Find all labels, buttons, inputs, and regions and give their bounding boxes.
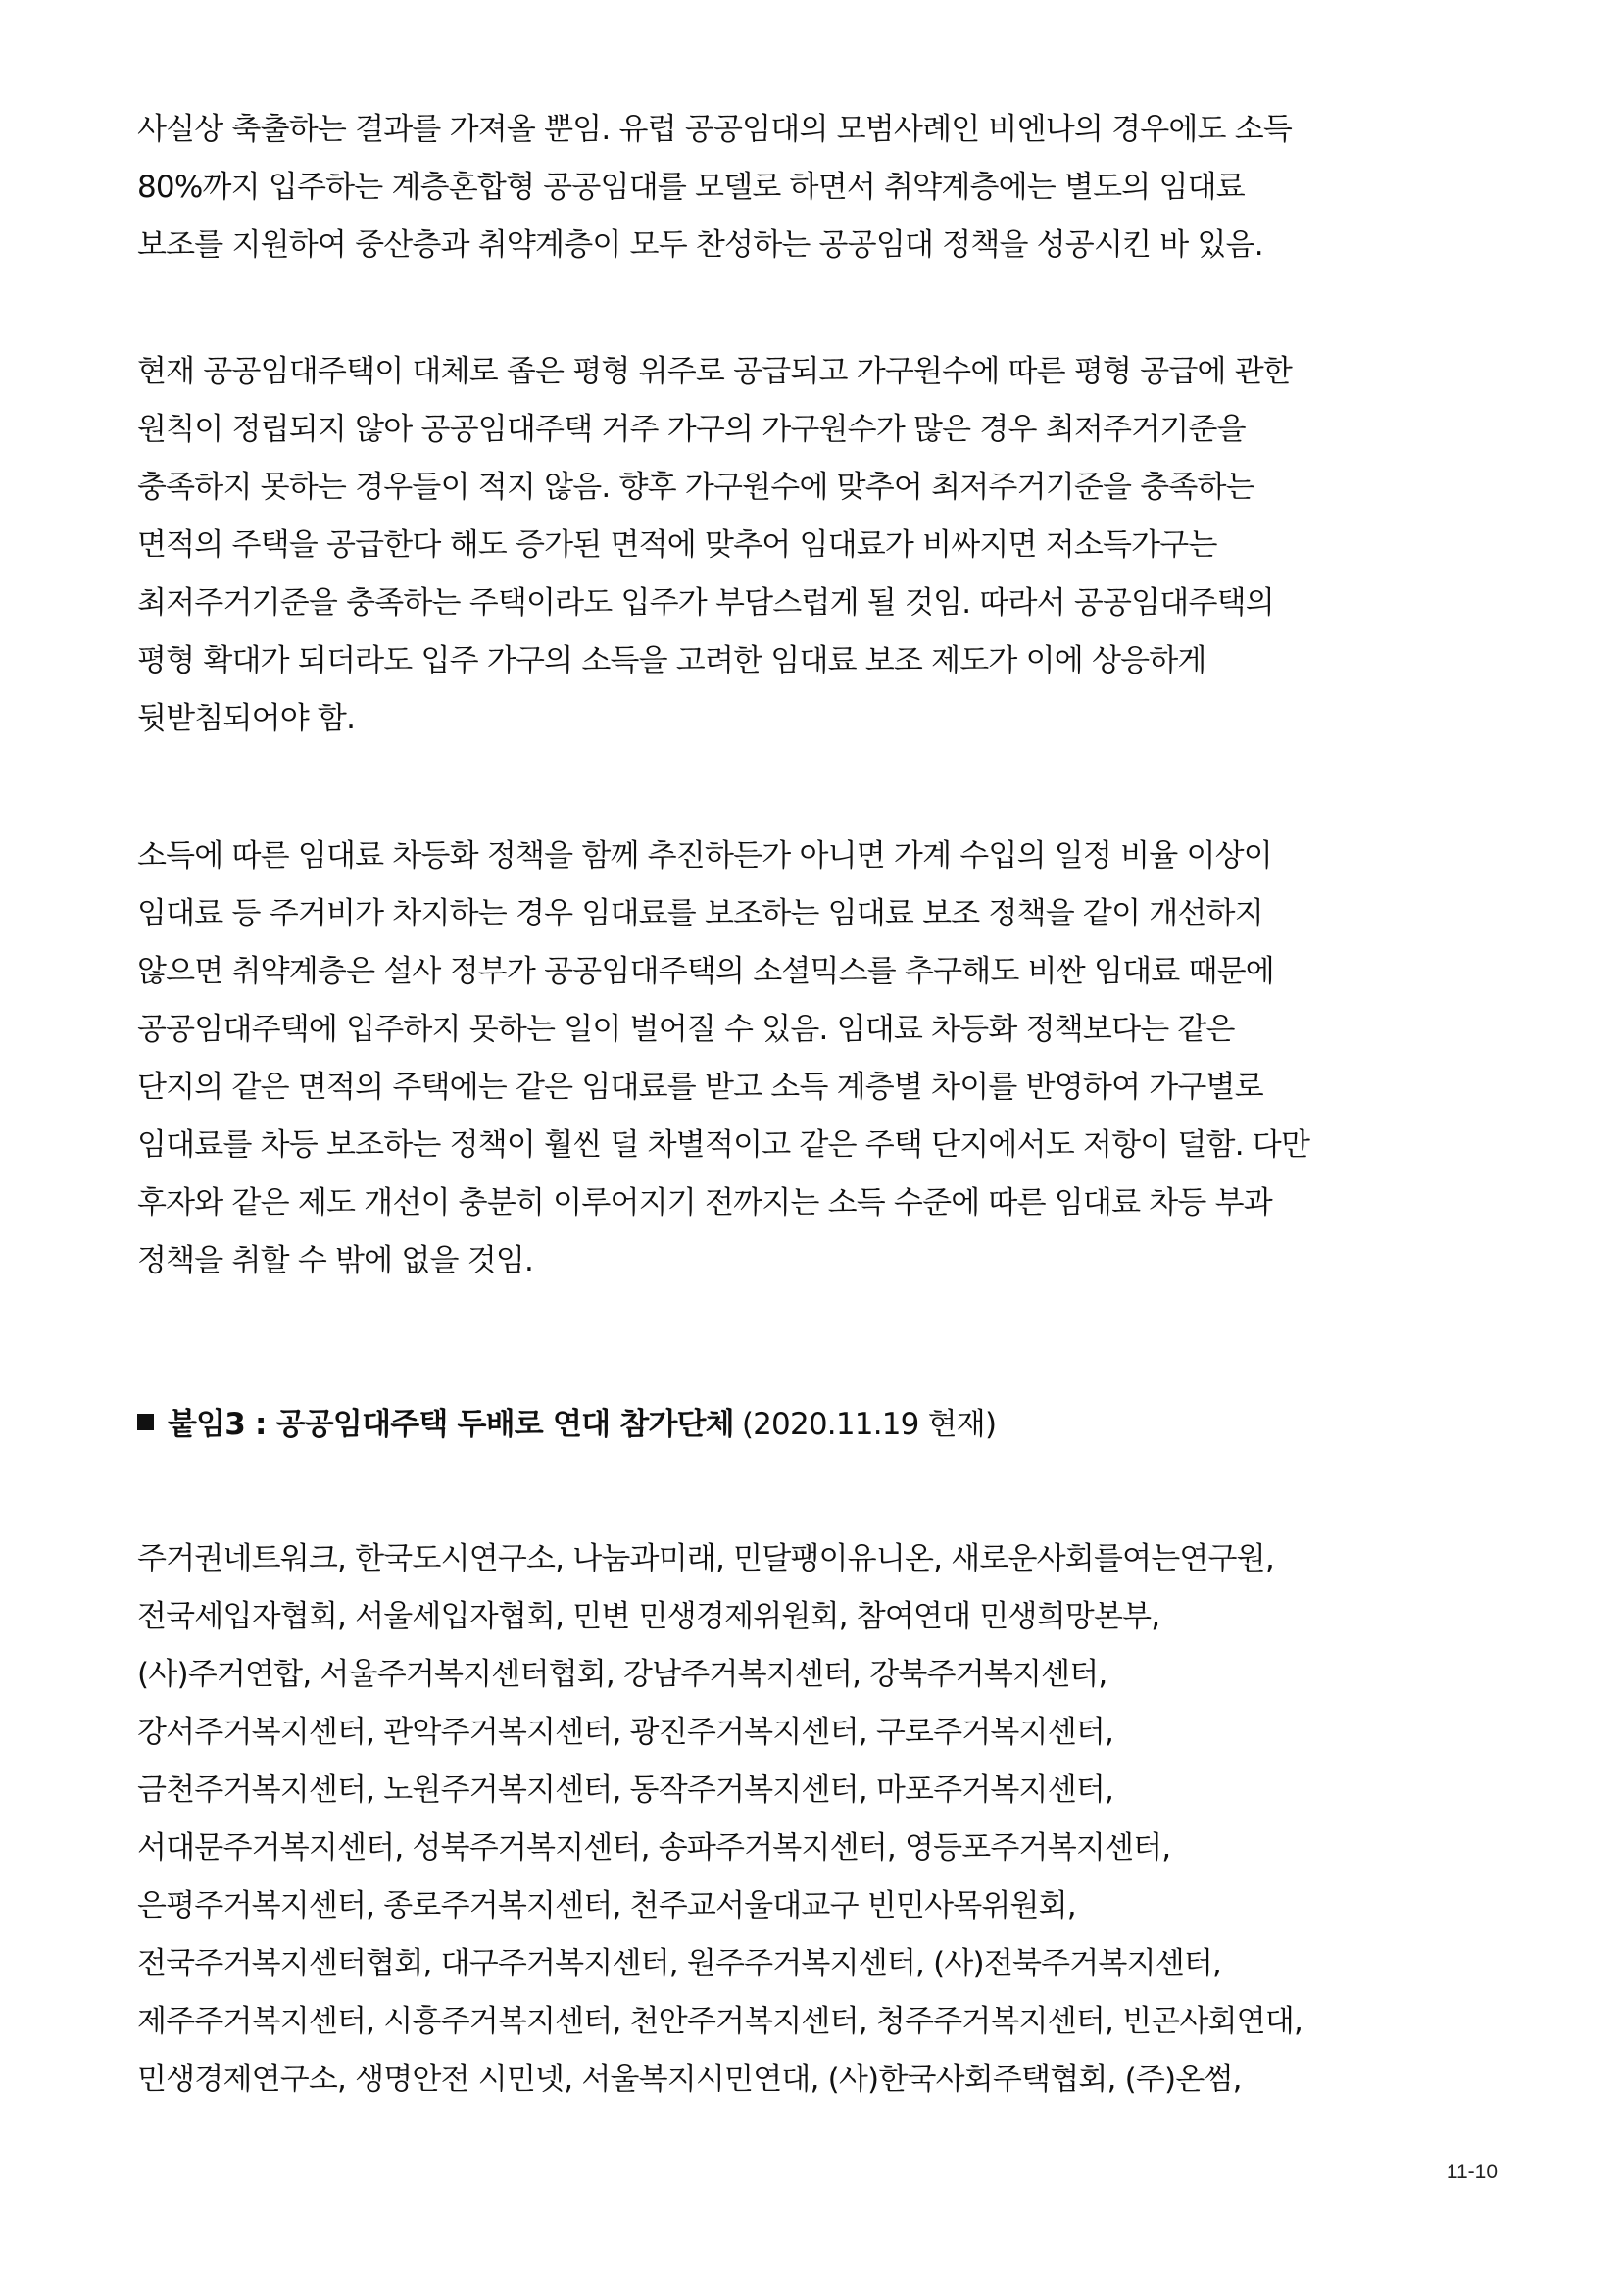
paragraph-rent-subsidy (137, 827, 1490, 1290)
text-line: 원칙이 정립되지 않아 공공임대주택 거주 가구의 가구원수가 많은 경우 최저주거기준을 (137, 412, 1246, 447)
section-heading (137, 1395, 996, 1454)
text-line: (사)주거연합, 서울주거복지센터협회, 강남주거복지센터, 강북주거복지센터, (137, 1657, 1107, 1692)
text-line: 전국세입자협회, 서울세입자협회, 민변 민생경제위원회, 참여연대 민생희망본부, (137, 1599, 1160, 1634)
text-line: 강서주거복지센터, 관악주거복지센터, 광진주거복지센터, 구로주거복지센터, (137, 1715, 1114, 1750)
text-line: 서대문주거복지센터, 성북주거복지센터, 송파주거복지센터, 영등포주거복지센터, (137, 1830, 1171, 1866)
page-number: 11-10 (1446, 2161, 1498, 2183)
text-line: 뒷받침되어야 함. (137, 701, 356, 736)
text-line: 않으면 취약계층은 설사 정부가 공공임대주택의 소셜믹스를 추구해도 비싼 임대료 때문에 (137, 954, 1274, 989)
text-line: 평형 확대가 되더라도 입주 가구의 소득을 고려한 임대료 보조 제도가 이에 상응하게 (137, 643, 1206, 678)
text-line: 최저주거기준을 충족하는 주택이라도 입주가 부담스럽게 될 것임. 따라서 공공임대주택의 (137, 585, 1274, 621)
text-line: 전국주거복지센터협회, 대구주거복지센터, 원주주거복지센터, (사)전북주거복지센터, (137, 1946, 1222, 1981)
text-line: 단지의 같은 면적의 주택에는 같은 임대료를 받고 소득 계층별 차이를 반영하여 가구별로 (137, 1070, 1263, 1105)
text-line: 소득에 따른 임대료 차등화 정책을 함께 추진하든가 아니면 가계 수입의 일정 비율 이상이 (137, 838, 1272, 873)
text-line: 주거권네트워크, 한국도시연구소, 나눔과미래, 민달팽이유니온, 새로운사회를여는연구원, (137, 1541, 1274, 1576)
text-line: 후자와 같은 제도 개선이 충분히 이루어지기 전까지는 소득 수준에 따른 임대료 차등 부과 (137, 1185, 1272, 1221)
text-line: 은평주거복지센터, 종로주거복지센터, 천주교서울대교구 빈민사목위원회, (137, 1888, 1076, 1923)
text-line: 임대료 등 주거비가 차지하는 경우 임대료를 보조하는 임대료 보조 정책을 같이 개선하지 (137, 896, 1263, 931)
section-date: (2020.11.19 현재) (741, 1407, 997, 1442)
organization-list (137, 1530, 1490, 2109)
square-bullet-icon (137, 1414, 154, 1430)
text-line: 제주주거복지센터, 시흥주거복지센터, 천안주거복지센터, 청주주거복지센터, 빈곤사회연대, (137, 2004, 1303, 2039)
text-line: 임대료를 차등 보조하는 정책이 훨씬 덜 차별적이고 같은 주택 단지에서도 저항이 덜함. 다만 (137, 1127, 1310, 1163)
text-line: 현재 공공임대주택이 대체로 좁은 평형 위주로 공급되고 가구원수에 따른 평형 공급에 관한 (137, 354, 1292, 389)
text-line: 금천주거복지센터, 노원주거복지센터, 동작주거복지센터, 마포주거복지센터, (137, 1772, 1114, 1808)
section-title: 붙임3 : 공공임대주택 두배로 연대 참가단체 (168, 1407, 734, 1442)
text-line: 80%까지 입주하는 계층혼합형 공공임대를 모델로 하면서 취약계층에는 별도의 임대료 (137, 170, 1245, 205)
paragraph-unit-size (137, 343, 1490, 748)
text-line: 공공임대주택에 입주하지 못하는 일이 벌어질 수 있음. 임대료 차등화 정책보다는 같은 (137, 1012, 1235, 1047)
paragraph-vienna-example (137, 101, 1490, 275)
text-line: 사실상 축출하는 결과를 가져올 뿐임. 유럽 공공임대의 모범사례인 비엔나의 경우에도 소득 (137, 112, 1292, 147)
text-line: 면적의 주택을 공급한다 해도 증가된 면적에 맞추어 임대료가 비싸지면 저소득가구는 (137, 527, 1217, 563)
text-line: 보조를 지원하여 중산층과 취약계층이 모두 찬성하는 공공임대 정책을 성공시킨 바 있음. (137, 227, 1263, 263)
text-line: 민생경제연구소, 생명안전 시민넷, 서울복지시민연대, (사)한국사회주택협회, (주)온썸, (137, 2062, 1242, 2097)
text-line: 충족하지 못하는 경우들이 적지 않음. 향후 가구원수에 맞추어 최저주거기준을 충족하는 (137, 470, 1254, 505)
text-line: 정책을 취할 수 밖에 없을 것임. (137, 1243, 534, 1278)
